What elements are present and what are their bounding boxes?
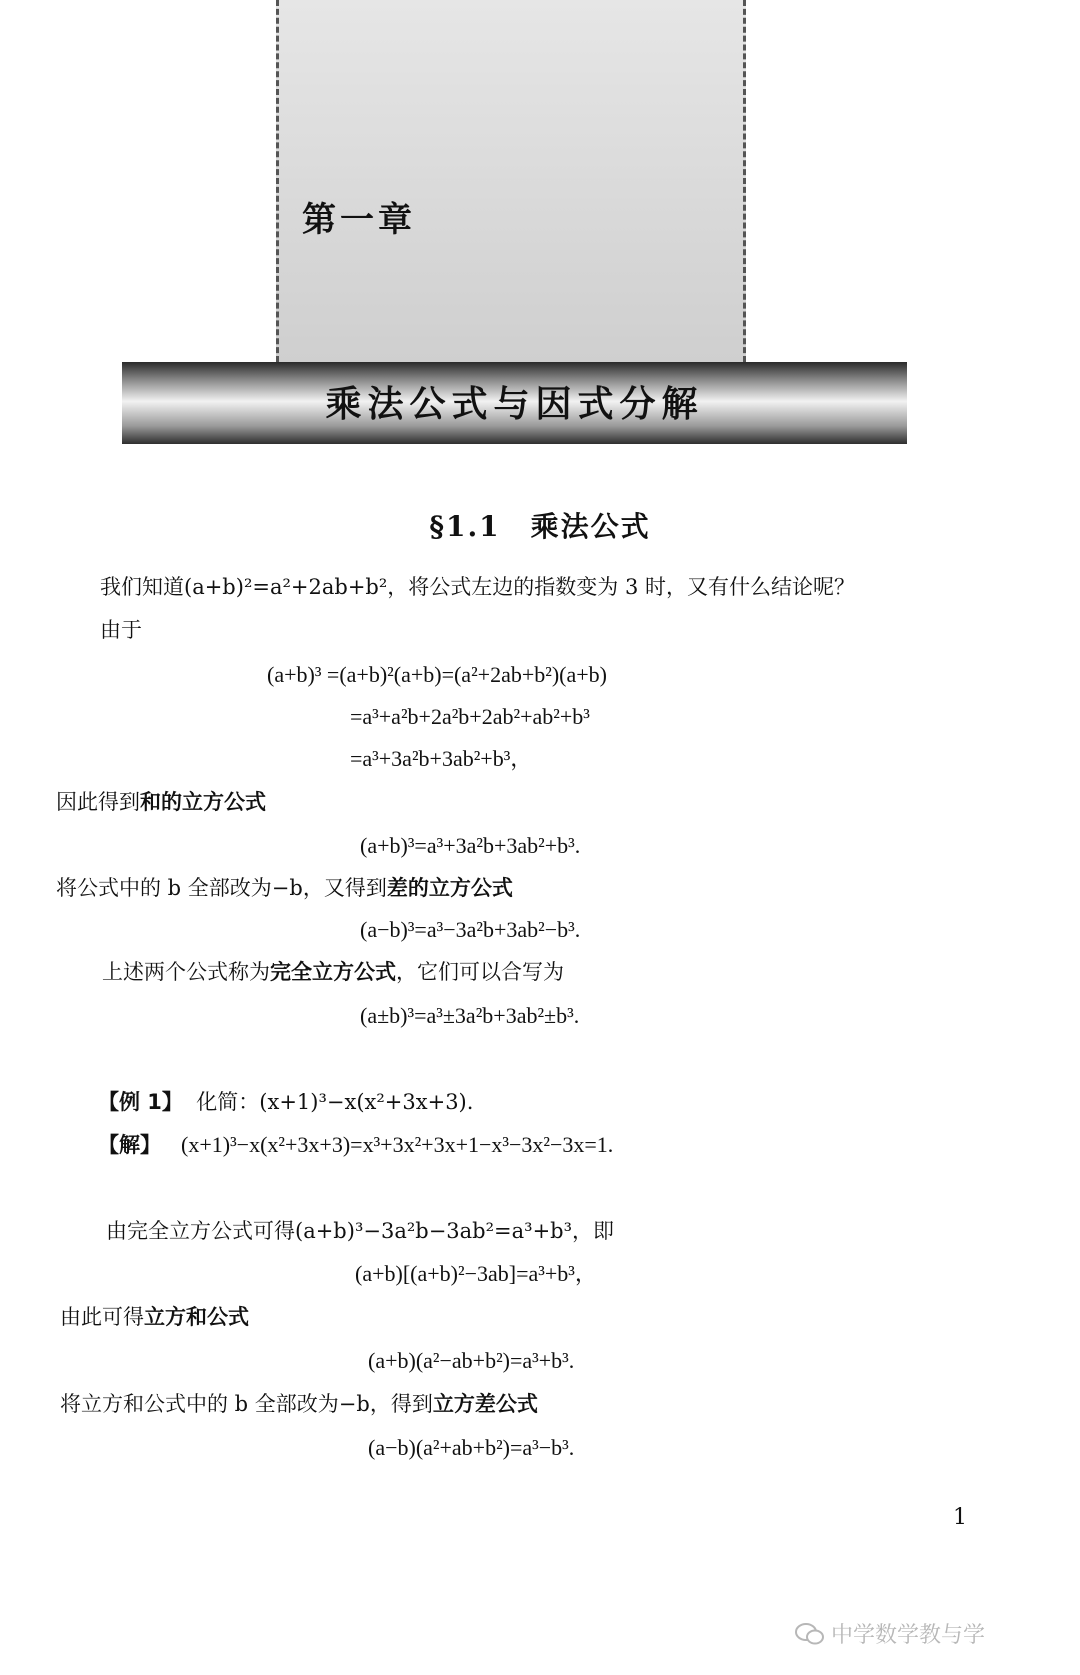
combined-formula: (a±b)³=a³±3a²b+3ab²±b³. xyxy=(360,1003,580,1028)
watermark-text: 中学数学教与学 xyxy=(831,1623,986,1648)
factored-expression: (a+b)[(a+b)²−3ab]=a³+b³， xyxy=(355,1261,597,1286)
diff-of-cubes-formula: (a−b)(a²+ab+b²)=a³−b³. xyxy=(368,1435,575,1460)
diff-formula-intro-prefix: 将立方和公式中的 b 全部改为−b，得到 xyxy=(60,1392,433,1416)
combined-intro-suffix: ，它们可以合写为 xyxy=(396,960,564,984)
chapter-title: 乘法公式与因式分解 xyxy=(325,384,704,425)
combined-intro xyxy=(102,960,564,985)
term-sum-of-cubes: 立方和公式 xyxy=(144,1305,249,1329)
section-title: §1.1 乘法公式 xyxy=(429,510,651,543)
watermark xyxy=(795,1618,985,1649)
page-number: 1 xyxy=(953,1505,967,1530)
chapter-label: 第一章 xyxy=(302,200,416,240)
chat-bubble-icon xyxy=(795,1621,825,1647)
since-text: 由于 xyxy=(100,618,142,642)
chapter-header-box xyxy=(276,0,746,362)
complete-cube-derivation: 由完全立方公式可得(a+b)³−3a²b−3ab²=a³+b³，即 xyxy=(106,1219,615,1243)
sum-formula-intro xyxy=(60,1305,249,1330)
intro-paragraph: 我们知道(a+b)²=a²+2ab+b²，将公式左边的指数变为 3 时，又有什么结论呢？ xyxy=(100,575,855,599)
term-sum-cube: 和的立方公式 xyxy=(140,790,266,814)
example1-solution-line xyxy=(98,1132,613,1158)
derivation-line-2: =a³+a²b+2a²b+2ab²+ab²+b³ xyxy=(350,704,590,729)
sum-cube-intro-prefix: 因此得到 xyxy=(56,790,140,814)
chapter-title-banner xyxy=(122,362,907,444)
combined-intro-prefix: 上述两个公式称为 xyxy=(102,960,270,984)
diff-formula-intro xyxy=(60,1392,538,1417)
example1-problem: 化简：(x+1)³−x(x²+3x+3). xyxy=(196,1090,474,1114)
sum-of-cubes-formula: (a+b)(a²−ab+b²)=a³+b³. xyxy=(368,1348,575,1373)
sum-cube-formula: (a+b)³=a³+3a²b+3ab²+b³. xyxy=(360,833,581,858)
example1-solution: (x+1)³−x(x²+3x+3)=x³+3x²+3x+1−x³−3x²−3x=1. xyxy=(181,1132,614,1157)
term-diff-of-cubes: 立方差公式 xyxy=(432,1392,538,1416)
diff-cube-intro xyxy=(56,876,513,901)
sum-formula-intro-prefix: 由此可得 xyxy=(60,1305,144,1329)
example1-problem-line xyxy=(98,1090,473,1115)
term-diff-cube: 差的立方公式 xyxy=(386,876,513,900)
solution-label: 【解】 xyxy=(98,1133,161,1157)
derivation-line-1: (a+b)³ =(a+b)²(a+b)=(a²+2ab+b²)(a+b) xyxy=(267,662,607,687)
term-complete-cube: 完全立方公式 xyxy=(270,960,396,984)
diff-cube-intro-prefix: 将公式中的 b 全部改为−b，又得到 xyxy=(56,876,387,900)
derivation-line-3: =a³+3a²b+3ab²+b³， xyxy=(350,746,533,771)
example1-label: 【例 1】 xyxy=(98,1090,183,1114)
diff-cube-formula: (a−b)³=a³−3a²b+3ab²−b³. xyxy=(360,917,581,942)
sum-cube-intro xyxy=(56,790,266,815)
